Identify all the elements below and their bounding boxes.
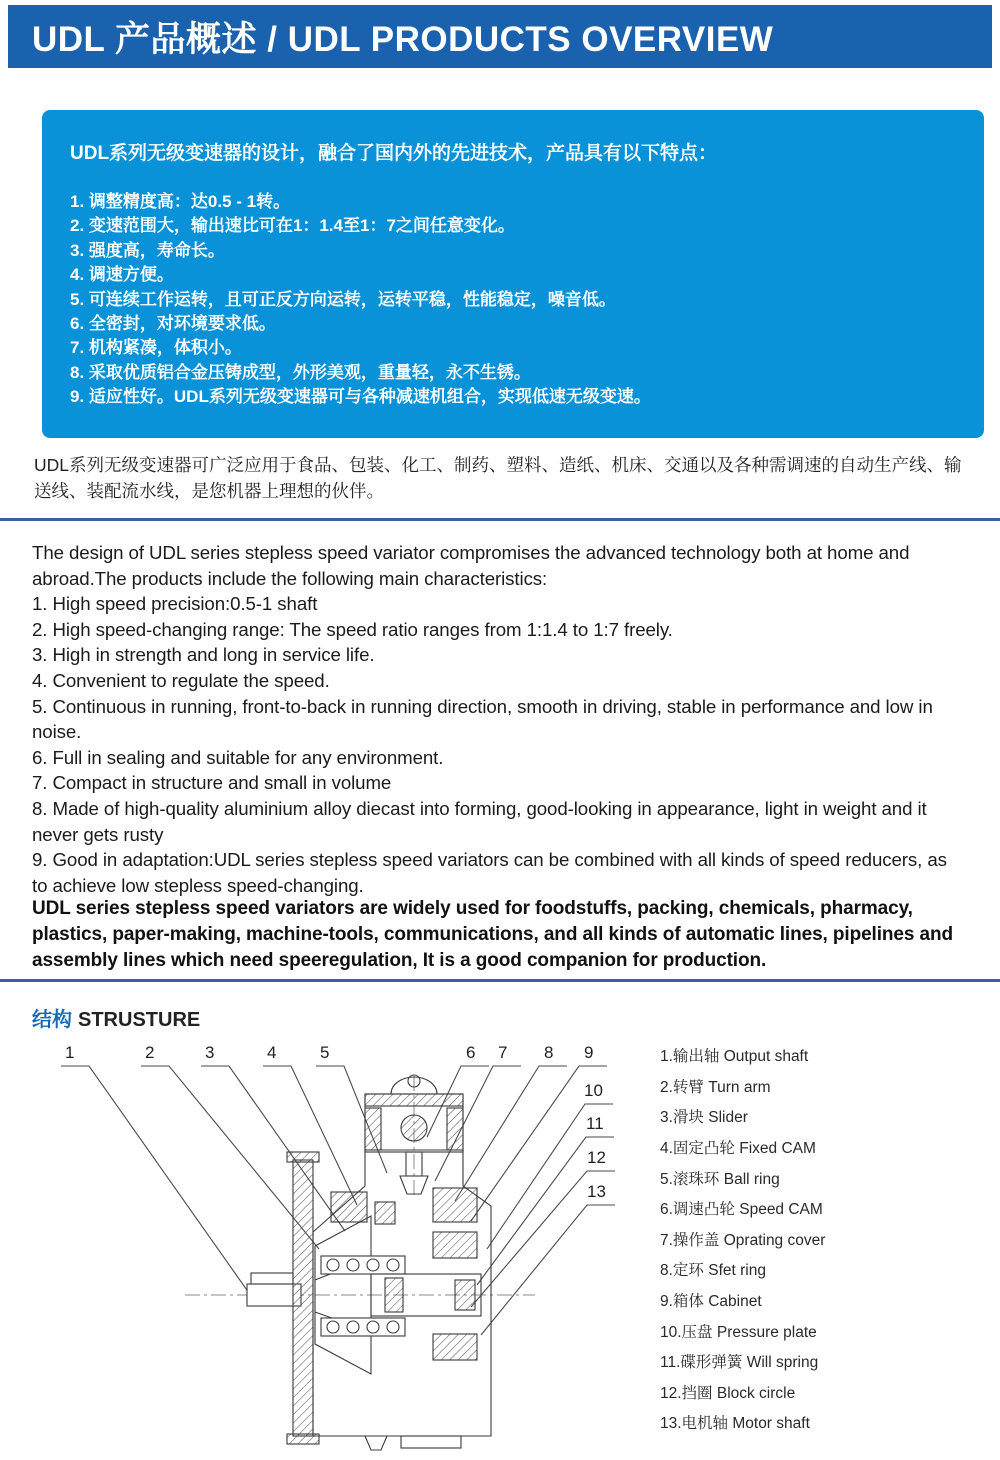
legend-item: 1.输出轴 Output shaft <box>660 1048 809 1066</box>
feature-item: 8. 采取优质铝合金压铸成型，外形美观，重量轻，永不生锈。 <box>70 362 531 382</box>
parts-legend <box>660 1040 990 1438</box>
en-item: 1. High speed precision:0.5-1 shaft <box>32 593 318 615</box>
callout-number: 7 <box>498 1043 508 1062</box>
callout-number: 11 <box>586 1114 604 1133</box>
en-item: 2. High speed-changing range: The speed ratio ranges from 1:1.4 to 1:7 freely. <box>32 618 673 640</box>
legend-item: 8.定环 Sfet ring <box>660 1262 766 1280</box>
legend-item: 12.挡圈 Block circle <box>660 1384 796 1402</box>
en-intro: The design of UDL series stepless speed variator compromises the advanced technology both at home and abroad.The products include the following main characteristics: <box>32 542 910 589</box>
en-item: 8. Made of high-quality aluminium alloy diecast into forming, good-looking in appearance, light in weight and it never gets rusty <box>32 797 927 845</box>
feature-item: 1. 调整精度高：达0.5 - 1转。 <box>70 192 291 211</box>
callout-number: 1 <box>65 1043 75 1062</box>
en-item: 3. High in strength and long in service life. <box>32 644 375 666</box>
en-item: 9. Good in adaptation:UDL series stepless speed variators can be combined with all kinds of speed reducers, as to achieve low stepless speed-changing. <box>32 849 947 896</box>
legend-item: 13.电机轴 Motor shaft <box>660 1415 810 1433</box>
english-description <box>32 540 958 898</box>
callout-number: 8 <box>544 1043 554 1062</box>
features-box <box>42 110 984 438</box>
legend-item: 10.压盘 Pressure plate <box>660 1323 817 1341</box>
variator-cross-section <box>185 1075 535 1450</box>
legend-item: 9.箱体 Cabinet <box>660 1293 762 1311</box>
en-applications-paragraph: UDL series stepless speed variators are widely used for foodstuffs, packing, chemicals, pharmacy, plastics, paper-making, machine-tools, communications, and all kinds of automatic lines, pipelines and assembly lines which need speeregulation, It is a good companion for production. <box>32 898 954 971</box>
callout-number: 13 <box>587 1182 606 1201</box>
callout-number: 5 <box>320 1043 330 1062</box>
cross-section-diagram <box>35 1036 645 1460</box>
callout-number: 6 <box>466 1043 476 1062</box>
legend-item: 4.固定凸轮 Fixed CAM <box>660 1140 816 1158</box>
feature-item: 2. 变速范围大，输出速比可在1：1.4至1：7之间任意变化。 <box>70 216 515 236</box>
en-item: 4. Convenient to regulate the speed. <box>32 669 330 691</box>
structure-diagram <box>35 1036 645 1460</box>
page-header <box>8 5 992 68</box>
divider-line <box>0 518 1000 521</box>
en-item: 6. Full in sealing and suitable for any environment. <box>32 746 444 768</box>
feature-item: 6. 全密封，对环境要求低。 <box>70 314 276 334</box>
structure-heading <box>32 1003 200 1032</box>
callout-number: 9 <box>584 1043 594 1062</box>
cn-applications-paragraph: UDL系列无级变速器可广泛应用于食品、包装、化工、制药、塑料、造纸、机床、交通以及各种需调速的自动生产线、输送线、装配流水线，是您机器上理想的伙伴。 <box>34 455 962 501</box>
callout-number: 3 <box>205 1043 215 1062</box>
legend-item: 5.滚珠环 Ball ring <box>660 1170 780 1188</box>
structure-heading-cn: 结构 <box>32 1009 72 1031</box>
feature-item: 3. 强度高，寿命长。 <box>70 240 225 260</box>
features-list <box>70 190 958 410</box>
feature-item: 7. 机构紧凑，体积小。 <box>70 338 242 358</box>
legend-item: 7.操作盖 Oprating cover <box>660 1231 826 1249</box>
callout-number: 12 <box>587 1148 606 1167</box>
callout-number: 10 <box>584 1081 603 1100</box>
divider-line <box>0 979 1000 982</box>
callout-numbers <box>65 1043 606 1201</box>
features-box-title: UDL系列无级变速器的设计，融合了国内外的先进技术，产品具有以下特点： <box>70 143 718 164</box>
legend-item: 11.碟形弹簧 Will spring <box>660 1354 819 1372</box>
feature-item: 4. 调速方便。 <box>70 265 174 285</box>
legend-item: 2.转臂 Turn arm <box>660 1078 771 1096</box>
en-item: 7. Compact in structure and small in volume <box>32 772 392 794</box>
structure-heading-en: STRUSTURE <box>78 1009 201 1031</box>
feature-item: 5. 可连续工作运转，且可正反方向运转，运转平稳，性能稳定，噪音低。 <box>70 289 616 309</box>
en-item: 5. Continuous in running, front-to-back in running direction, smooth in driving, stable in performance and low in noise. <box>32 695 933 743</box>
legend-item: 3.滑块 Slider <box>660 1109 748 1127</box>
feature-item: 9. 适应性好。UDL系列无级变速器可与各种减速机组合，实现低速无级变速。 <box>70 387 651 407</box>
callout-number: 4 <box>267 1043 277 1062</box>
callout-number: 2 <box>145 1043 155 1062</box>
legend-item: 6.调速凸轮 Speed CAM <box>660 1201 823 1219</box>
page-title: UDL 产品概述 / UDL PRODUCTS OVERVIEW <box>32 19 774 59</box>
